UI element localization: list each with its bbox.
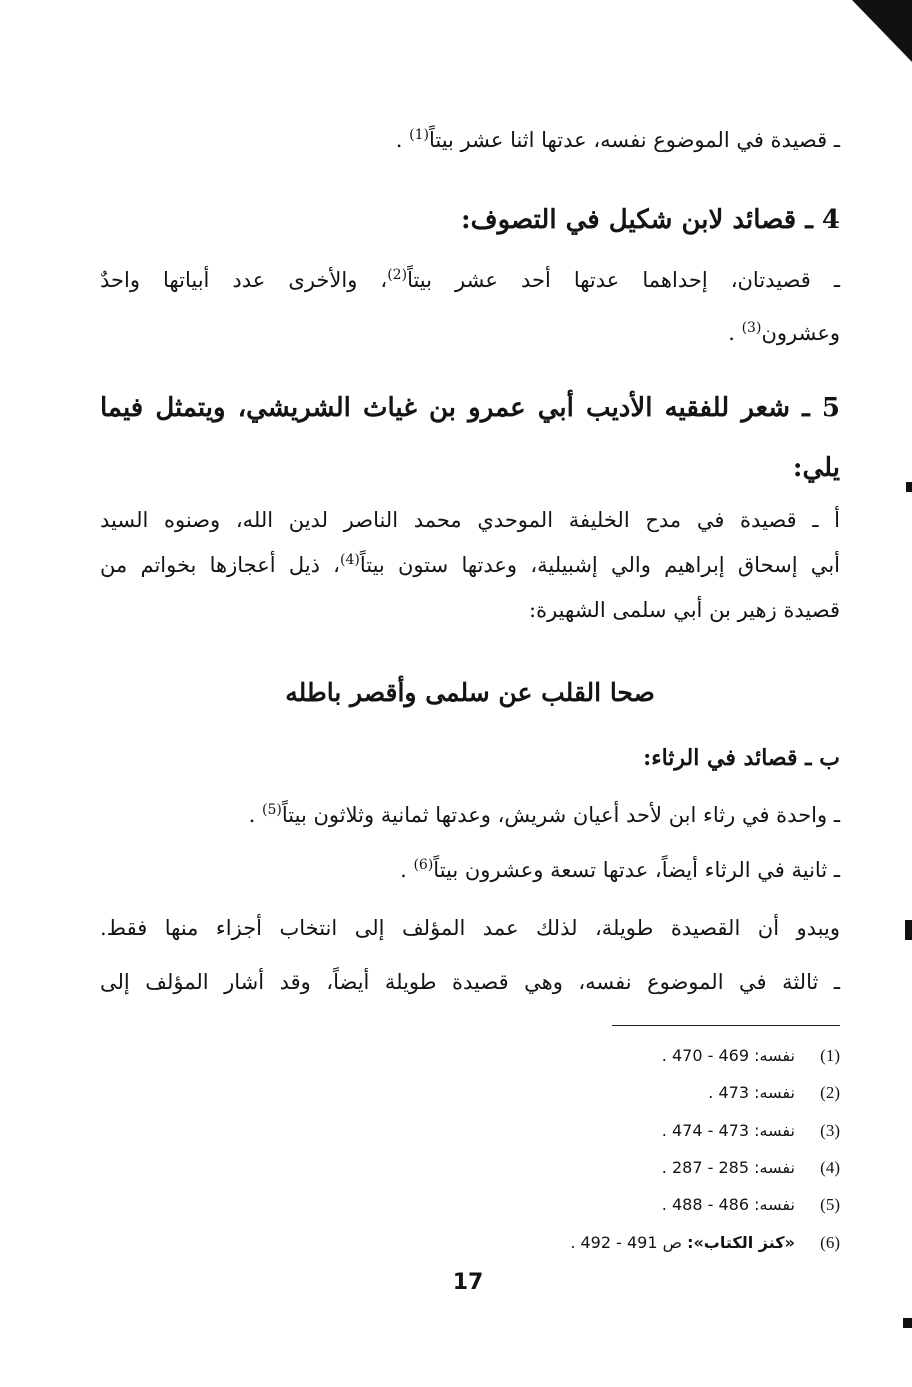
corner-triangle-mark [852, 0, 912, 62]
paragraph-line [100, 265, 840, 295]
paragraph-line [100, 800, 840, 830]
edge-scan-mark [906, 482, 912, 492]
paragraph-line [100, 550, 840, 580]
footnote-ref[interactable]: (5) [262, 802, 282, 818]
footnote-2 [708, 1082, 840, 1104]
footnote-ref[interactable]: (4) [339, 552, 360, 568]
footnote-label: نفسه: [754, 1121, 795, 1140]
footnote-label: نفسه: [754, 1046, 795, 1065]
footnote-text: 473 - 474 . [661, 1121, 755, 1140]
text-run: ـ ثانية في الرثاء أيضاً، عدتها تسعة وعشرون بيتاً [433, 858, 840, 882]
footnote-6 [570, 1232, 840, 1254]
text-run: ، والأخرى عدد أبياتها واحدٌ [100, 268, 388, 292]
footnote-ref[interactable]: (1) [409, 127, 429, 143]
subsection-heading: ب ـ قصائد في الرثاء: [643, 745, 840, 771]
footnote-3 [662, 1120, 840, 1142]
text-run: أبي إسحاق إبراهيم والي إشبيلية، وعدتها ستون بيتاً [359, 553, 840, 577]
footnote-number: (6) [820, 1233, 840, 1252]
text-run: ، ذيل أعجازها بخواتم من [100, 553, 340, 577]
footnote-text: ص 491 - 492 . [570, 1233, 688, 1252]
section-heading-5: 5 ـ شعر للفقيه الأديب أبي عمرو بن غياث الشريشي، ويتمثل فيما [100, 393, 840, 423]
text-run: . [400, 858, 414, 882]
paragraph-line: ويبدو أن القصيدة طويلة، لذلك عمد المؤلف إلى انتخاب أجزاء منها فقط. [100, 916, 840, 940]
section-heading-4: 4 ـ قصائد لابن شكيل في التصوف: [461, 205, 840, 235]
footnote-separator [612, 1025, 840, 1026]
footnote-ref[interactable]: (6) [413, 857, 434, 873]
text-run: . [395, 128, 410, 152]
footnote-label: نفسه: [754, 1195, 795, 1214]
paragraph-line [100, 855, 840, 885]
footnote-5 [662, 1194, 840, 1216]
footnote-label: «كنز الكتاب»: [687, 1233, 795, 1252]
paragraph-line [100, 125, 840, 155]
footnote-text: 473 . [708, 1083, 755, 1102]
footnote-text: 469 - 470 . [661, 1046, 755, 1065]
footnote-label: نفسه: [754, 1083, 795, 1102]
text-run: ـ واحدة في رثاء ابن لأحد أعيان شريش، وعدتها ثمانية وثلاثون بيتاً [281, 803, 840, 827]
footnote-number: (5) [820, 1195, 840, 1214]
page-number: 17 [452, 1270, 484, 1295]
footnote-4 [662, 1157, 840, 1179]
text-run: . [248, 803, 263, 827]
footnote-1 [662, 1045, 840, 1067]
footnote-ref[interactable]: (3) [741, 320, 762, 336]
section-heading-5-continued: يلي: [792, 453, 840, 483]
footnote-text: 285 - 287 . [661, 1158, 755, 1177]
edge-scan-mark [905, 920, 912, 940]
text-run: . [728, 321, 742, 345]
paragraph-line: ـ ثالثة في الموضوع نفسه، وهي قصيدة طويلة أيضاً، وقد أشار المؤلف إلى [100, 970, 840, 994]
paragraph-line: قصيدة زهير بن أبي سلمى الشهيرة: [529, 598, 840, 622]
edge-scan-mark [903, 1318, 912, 1328]
text-run: وعشرون [761, 321, 840, 345]
footnote-label: نفسه: [754, 1158, 795, 1177]
text-run: ـ قصيدتان، إحداهما عدتها أحد عشر بيتاً [407, 268, 840, 292]
footnote-text: 486 - 488 . [661, 1195, 755, 1214]
footnote-number: (1) [820, 1046, 840, 1065]
footnote-ref[interactable]: (2) [387, 267, 408, 283]
text-run: ـ قصيدة في الموضوع نفسه، عدتها اثنا عشر بيتاً [428, 128, 840, 152]
paragraph-line [100, 318, 840, 348]
footnote-number: (4) [820, 1158, 840, 1177]
poem-verse: صحا القلب عن سلمى وأقصر باطله [285, 678, 655, 707]
footnote-number: (2) [820, 1083, 840, 1102]
footnote-number: (3) [820, 1121, 840, 1140]
paragraph-line: أ ـ قصيدة في مدح الخليفة الموحدي محمد الناصر لدين الله، وصنوه السيد [100, 508, 840, 532]
